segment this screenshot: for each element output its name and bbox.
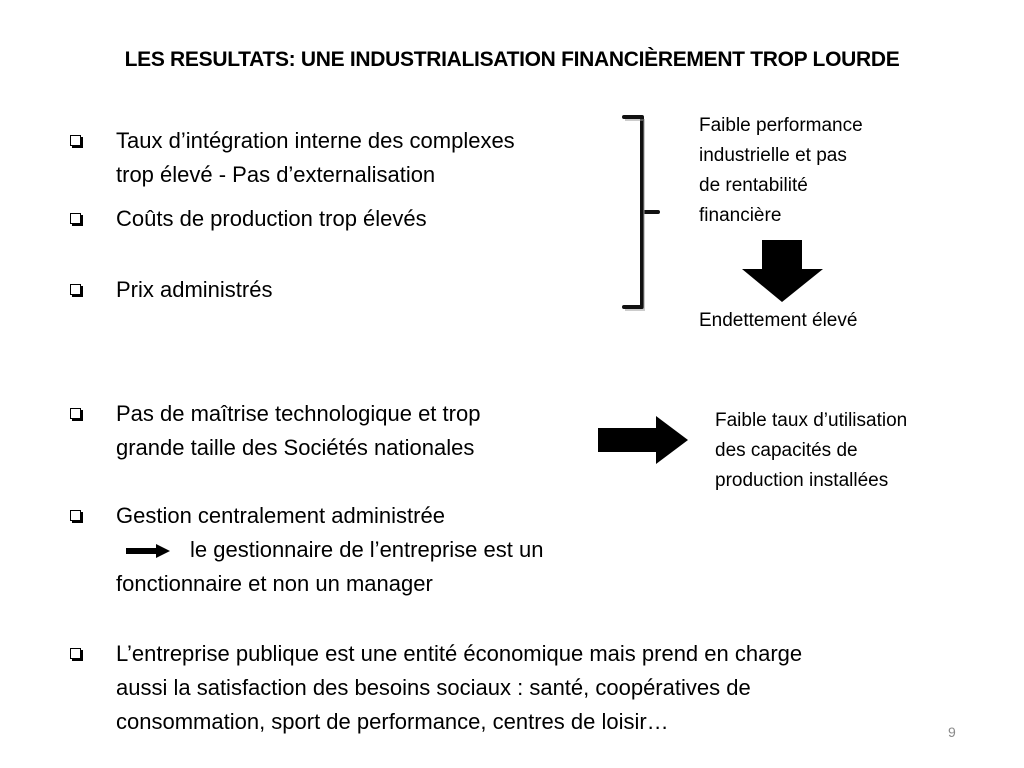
checkbox-bullet-icon [70,284,81,295]
bullet-line: grande taille des Sociétés nationales [116,435,475,460]
checkbox-bullet-icon [70,408,81,419]
bullet-line: L’entreprise publique est une entité économique mais prend en charge [116,641,803,666]
right-bracket-icon [618,112,668,312]
bullet-item-gestion [70,499,950,601]
down-arrow-icon [742,240,826,304]
bullet-line: trop élevé - Pas d’externalisation [116,162,436,187]
bullet-line: Taux d’intégration interne des complexes [116,128,515,153]
note-capacites [715,406,907,496]
note-line: industrielle et pas [699,145,847,166]
note-line: des capacités de [715,440,858,461]
bullet-line-with-arrow [116,533,950,567]
note-faible-performance [699,111,863,231]
checkbox-bullet-icon [70,135,81,146]
checkbox-bullet-icon [70,213,81,224]
bullet-line: Pas de maîtrise technologique et trop [116,401,481,426]
bullet-line: fonctionnaire et non un manager [116,571,433,596]
bullet-item-entreprise-publique [70,637,950,739]
note-line: financière [699,205,782,226]
note-line: de rentabilité [699,175,808,196]
page-number: 9 [948,724,956,740]
slide-title: LES RESULTATS: UNE INDUSTRIALISATION FINANCIÈREMENT TROP LOURDE [124,48,900,71]
bullet-line: Coûts de production trop élevés [116,206,427,231]
note-line: Faible performance [699,115,863,136]
bullet-line: aussi la satisfaction des besoins sociaux : santé, coopératives de [116,675,751,700]
note-line: Faible taux d’utilisation [715,410,908,431]
small-right-arrow-icon [126,544,170,558]
checkbox-bullet-icon [70,510,81,521]
note-endettement: Endettement élevé [699,310,858,331]
note-line: production installées [715,470,889,491]
bullet-line: Gestion centralement administrée [116,503,445,528]
bullet-line: le gestionnaire de l’entreprise est un [190,537,544,562]
bullet-line: consommation, sport de performance, centres de loisir… [116,709,669,734]
bullet-line: Prix administrés [116,277,273,302]
right-arrow-icon [598,416,690,466]
checkbox-bullet-icon [70,648,81,659]
